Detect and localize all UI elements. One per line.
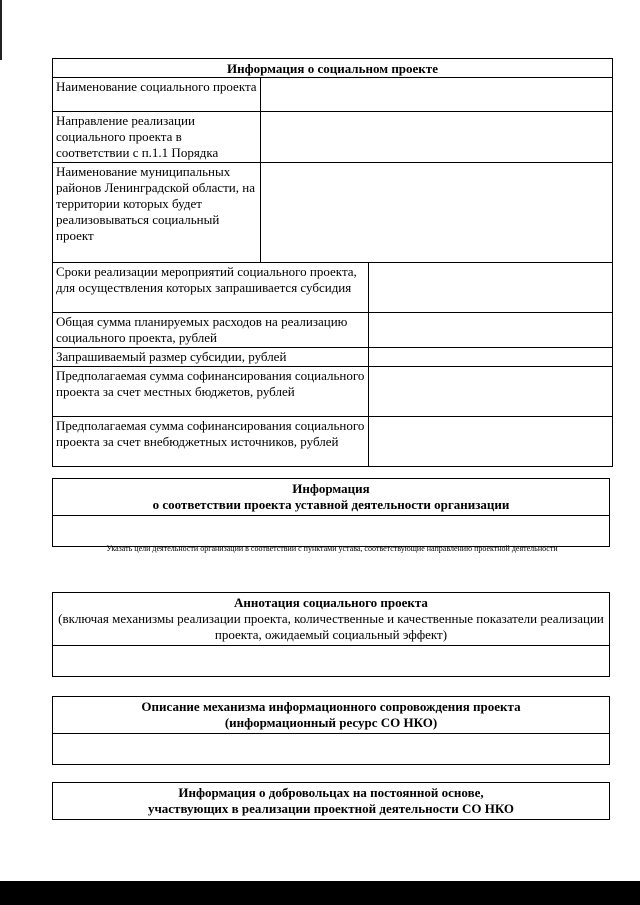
scan-edge-mark (0, 0, 2, 60)
info-support-subtitle: (информационный ресурс СО НКО) (224, 715, 438, 730)
volunteers-section (52, 782, 610, 820)
table-row (53, 163, 613, 263)
volunteers-header (53, 783, 609, 819)
charter-section-header (53, 479, 609, 516)
charter-subtitle: о соответствии проекта уставной деятельности организации (152, 497, 510, 512)
table-row (53, 348, 613, 367)
annotation-field[interactable] (53, 646, 609, 676)
project-name-field[interactable] (261, 78, 613, 112)
info-support-title: Описание механизма информационного сопровождения проекта (141, 699, 521, 714)
info-support-section (52, 696, 610, 765)
row-label: Предполагаемая сумма софинансирования социального проекта за счет местных бюджетов, рублей (53, 367, 369, 417)
districts-field[interactable] (261, 163, 613, 263)
table-row (53, 78, 613, 112)
table-row (53, 417, 613, 467)
annotation-section (52, 592, 610, 677)
annotation-subtitle: (включая механизмы реализации проекта, количественные и качественные показатели реализации проекта, ожидаемый социальный эффект) (58, 611, 604, 642)
row-label: Наименование муниципальных районов Ленинградской области, на территории которых будет реализовываться социальный проект (53, 163, 261, 263)
table-row (53, 367, 613, 417)
charter-note: Указать цели деятельности организации в соответствии с пунктами устава, соответствующие направлению проектной деятельности (106, 544, 558, 553)
table-row (53, 313, 613, 348)
volunteers-subtitle: участвующих в реализации проектной деятельности СО НКО (147, 801, 515, 816)
scan-bottom-border (0, 881, 640, 905)
charter-title: Информация (292, 481, 370, 496)
charter-compliance-section (52, 478, 610, 547)
timeline-field[interactable] (369, 263, 613, 313)
total-expenses-field[interactable] (369, 313, 613, 348)
table-row (53, 112, 613, 163)
row-label: Предполагаемая сумма софинансирования социального проекта за счет внебюджетных источников, рублей (53, 417, 369, 467)
row-label: Запрашиваемый размер субсидии, рублей (53, 348, 369, 367)
extrabudget-cofinancing-field[interactable] (369, 417, 613, 467)
table-row (53, 263, 613, 313)
info-support-header (53, 697, 609, 734)
annotation-title: Аннотация социального проекта (234, 595, 428, 610)
project-info-table (52, 58, 613, 467)
annotation-header (53, 593, 609, 646)
info-support-field[interactable] (53, 734, 609, 764)
direction-field[interactable] (261, 112, 613, 163)
row-label: Сроки реализации мероприятий социального проекта, для осуществления которых запрашивается субсидия (53, 263, 369, 313)
volunteers-title: Информация о добровольцах на постоянной основе, (178, 785, 484, 800)
project-table-title: Информация о социальном проекте (53, 59, 613, 78)
local-cofinancing-field[interactable] (369, 367, 613, 417)
row-label: Наименование социального проекта (53, 78, 261, 112)
row-label: Направление реализации социального проекта в соответствии с п.1.1 Порядка (53, 112, 261, 163)
row-label: Общая сумма планируемых расходов на реализацию социального проекта, рублей (53, 313, 369, 348)
subsidy-amount-field[interactable] (369, 348, 613, 367)
